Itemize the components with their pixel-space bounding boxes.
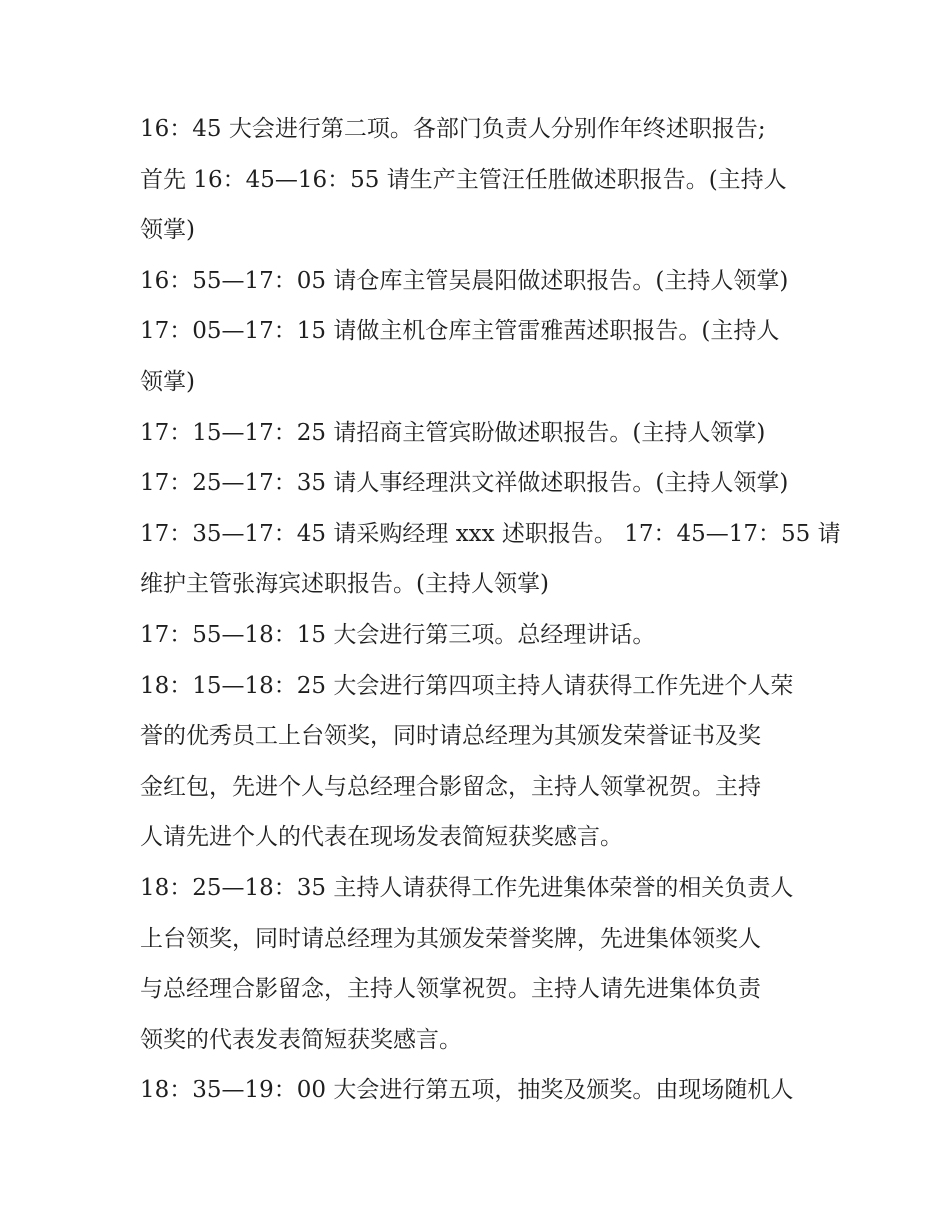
text-line: 维护主管张海宾述职报告。(主持人领掌) [140, 571, 549, 598]
text-line: 人请先进个人的代表在现场发表简短获奖感言。 [140, 824, 623, 851]
text-line: 誉的优秀员工上台领奖，同时请总经理为其颁发荣誉证书及奖 [140, 723, 761, 750]
paragraph-investment-report [140, 408, 820, 459]
text-line: 上台领奖，同时请总经理为其颁发荣誉奖牌，先进集体领奖人 [140, 925, 761, 952]
paragraph-individual-awards [140, 661, 820, 863]
text-line: 首先 16：45—16：55 请生产主管汪任胜做述职报告。(主持人 [140, 166, 787, 193]
text-line: 金红包，先进个人与总经理合影留念，主持人领掌祝贺。主持 [140, 773, 761, 800]
document-body [140, 104, 841, 1116]
text-line: 17：15—17：25 请招商主管宾盼做述职报告。(主持人领掌) [140, 419, 766, 446]
text-line: 17：25—17：35 请人事经理洪文祥做述职报告。(主持人领掌) [140, 470, 789, 497]
paragraph-lottery [140, 1065, 820, 1116]
text-line: 领奖的代表发表简短获奖感言。 [140, 1026, 462, 1053]
text-line: 16：45 大会进行第二项。各部门负责人分别作年终述职报告; [140, 116, 766, 142]
text-line: 18：15—18：25 大会进行第四项主持人请获得工作先进个人荣 [140, 672, 794, 699]
text-line: 17：05—17：15 请做主机仓库主管雷雅茜述职报告。(主持人 [140, 318, 780, 345]
paragraph-hr-report [140, 458, 820, 509]
text-line: 领掌) [140, 217, 195, 244]
paragraph-agenda-item-2 [140, 104, 820, 256]
text-line: 16：55—17：05 请仓库主管吴晨阳做述职报告。(主持人领掌) [140, 267, 789, 294]
text-line: 领掌) [140, 368, 195, 395]
paragraph-team-awards [140, 863, 820, 1065]
text-line: 与总经理合影留念，主持人领掌祝贺。主持人请先进集体负责 [140, 976, 761, 1003]
text-line: 17：55—18：15 大会进行第三项。总经理讲话。 [140, 621, 656, 648]
text-line: 17：35—17：45 请采购经理 xxx 述职报告。 17：45—17：55 请 [140, 520, 841, 547]
paragraph-warehouse-report [140, 256, 820, 307]
paragraph-gm-speech [140, 610, 820, 661]
paragraph-purchasing-maintenance-report [140, 509, 841, 610]
text-line: 18：25—18：35 主持人请获得工作先进集体荣誉的相关负责人 [140, 874, 794, 901]
paragraph-host-warehouse-report [140, 306, 820, 407]
text-line: 18：35—19：00 大会进行第五项，抽奖及颁奖。由现场随机人 [140, 1077, 794, 1104]
